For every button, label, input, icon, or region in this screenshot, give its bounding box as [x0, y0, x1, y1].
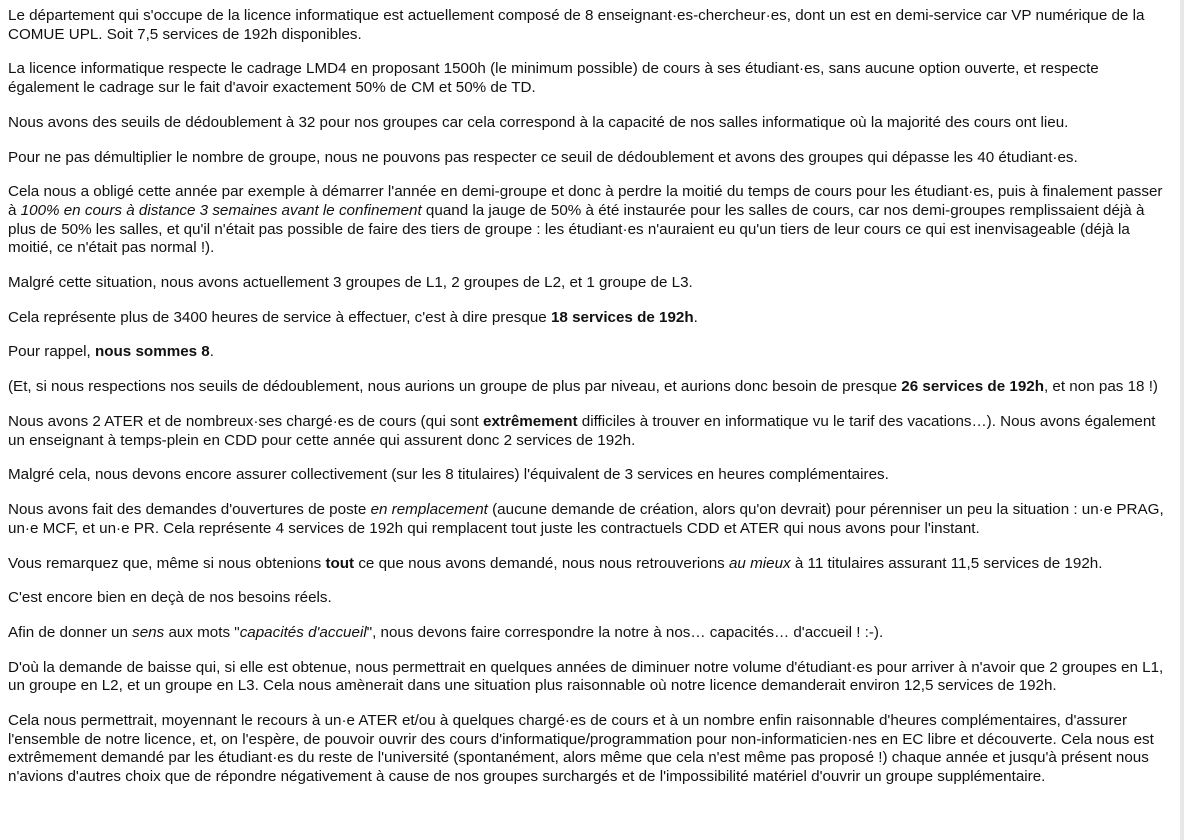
document-body	[8, 0, 1172, 803]
text-run: (aucune demande de création, alors qu'on devrait) pour pérenniser un peu la situation : un·e PRAG, un·e MCF, et un·e PR. Cela représente 4 services de 192h qui remplacent tout juste les contractuels CDD et ATER qui nous avons pour l'instant.	[8, 501, 1164, 537]
text-run: Malgré cette situation, nous avons actuellement 3 groupes de L1, 2 groupes de L2, et 1 groupe de L3.	[8, 273, 693, 291]
paragraph-5	[8, 183, 1172, 257]
text-run: à 11 titulaires assurant 11,5 services de 192h.	[790, 554, 1103, 572]
paragraph-8	[8, 343, 1172, 362]
text-run: Cela représente plus de 3400 heures de service à effectuer, c'est à dire presque	[8, 308, 551, 326]
text-run: ce que nous avons demandé, nous nous retrouverions	[354, 554, 729, 572]
text-run: aux mots "	[164, 624, 240, 642]
text-run: Malgré cela, nous devons encore assurer collectivement (sur les 8 titulaires) l'équivalent de 3 services en heures complémentaires.	[8, 466, 889, 484]
text-run: Vous remarquez que, même si nous obtenions	[8, 554, 326, 572]
text-run: Cela nous a obligé cette année par exemple à démarrer l'année en demi-groupe et donc à perdre la moitié du temps de cours pour les étudiant·es, puis à finalement passer à	[8, 183, 1163, 219]
text-run: .	[693, 308, 698, 326]
paragraph-15	[8, 624, 1172, 643]
paragraph-12	[8, 501, 1172, 538]
text-run: .	[209, 343, 214, 361]
strong-text: extrêmement	[483, 413, 578, 430]
text-run: Cela nous permettrait, moyennant le recours à un·e ATER et/ou à quelques chargé·es de cours et à un nombre enfin raisonnable d'heures complémentaires, d'assurer l'ensemble de notre licence, et, on l'espère, de pouvoir ouvrir des cours d'informatique/programmation pour non-informaticien·nes en EC libre et découverte. Cela nous est extrêmement demandé par les étudiant·es du reste de l'université (spontanément, alors même que cela n'est même pas proposé !) chaque année et jusqu'à présent nous n'avions d'autres choix que de répondre négativement à cause de nos groupes surchargés et de l'impossibilité matériel d'ouvrir un groupe supplémentaire.	[8, 712, 1154, 786]
paragraph-17	[8, 712, 1172, 786]
text-run: D'où la demande de baisse qui, si elle est obtenue, nous permettrait en quelques années de diminuer notre volume d'étudiant·es pour arriver à n'avoir que 2 groupes en L1, un groupe en L2, et un groupe en L3. Cela nous amènerait dans une situation plus raisonnable où notre licence demanderait environ 12,5 services de 192h.	[8, 658, 1164, 695]
paragraph-7	[8, 309, 1172, 328]
text-run: difficiles à trouver en informatique vu le tarif des vacations…). Nous avons également un enseignant à temps-plein en CDD pour cette année qui assurent donc 2 services de 192h.	[8, 413, 1156, 449]
text-run: (Et, si nous respections nos seuils de dédoublement, nous aurions un groupe de plus par niveau, et aurions donc besoin de presque	[8, 378, 902, 396]
text-run: Afin de donner un	[8, 624, 133, 642]
strong-text: nous sommes 8	[94, 343, 210, 361]
strong-text: tout	[325, 554, 355, 572]
strong-text: 18 services de 192h	[550, 308, 694, 326]
emphasis-text: au mieux	[728, 554, 791, 572]
emphasis-text: en remplacement	[370, 501, 488, 519]
text-run: quand la jauge de 50% à été instaurée pour les salles de cours, car nos demi-groupes remplissaient déjà à plus de 50% les salles, et qu'il n'était pas possible de faire des tiers de groupe : les étudiant·es n'auraient eu qu'un tiers de leur cours ce qui est inenvisageable (déjà la moitié, ce n'était pas normal !).	[8, 201, 1145, 257]
text-run: ", nous devons faire correspondre la notre à nos… capacités… d'accueil ! :-).	[366, 624, 884, 642]
vertical-scrollbar[interactable]	[1180, 0, 1184, 840]
paragraph-1	[8, 7, 1172, 44]
paragraph-14	[8, 589, 1172, 608]
text-run: La licence informatique respecte le cadrage LMD4 en proposant 1500h (le minimum possible) de cours à ses étudiant·es, sans aucune option ouverte, et respecte également le cadrage sur le fait d'avoir exactement 50% de CM et 50% de TD.	[8, 60, 1099, 96]
emphasis-text: 100% en cours à distance 3 semaines avant le confinement	[20, 201, 422, 219]
paragraph-2	[8, 60, 1172, 97]
emphasis-text: sens	[132, 624, 165, 642]
strong-text: 26 services de 192h	[901, 378, 1044, 396]
emphasis-text: capacités d'accueil	[239, 624, 367, 642]
paragraph-16	[8, 659, 1172, 696]
text-run: , et non pas 18 !)	[1043, 378, 1158, 396]
text-run: Le département qui s'occupe de la licence informatique est actuellement composé de 8 enseignant·es-chercheur·es, dont un est en demi-service car VP numérique de la COMUE UPL. Soit 7,5 services de 192h disponibles.	[8, 7, 1145, 43]
paragraph-11	[8, 466, 1172, 485]
paragraph-13	[8, 555, 1172, 574]
text-run: Pour ne pas démultiplier le nombre de groupe, nous ne pouvons pas respecter ce seuil de dédoublement et avons des groupes qui dépasse les 40 étudiant·es.	[8, 148, 1078, 166]
paragraph-3	[8, 114, 1172, 133]
text-run: Nous avons fait des demandes d'ouvertures de poste	[8, 501, 371, 519]
paragraph-10	[8, 413, 1172, 450]
text-run: Nous avons des seuils de dédoublement à 32 pour nos groupes car cela correspond à la capacité de nos salles informatique où la majorité des cours ont lieu.	[8, 113, 1069, 131]
text-run: Pour rappel,	[8, 343, 95, 361]
text-run: C'est encore bien en deçà de nos besoins réels.	[8, 589, 332, 607]
text-run: Nous avons 2 ATER et de nombreux·ses chargé·es de cours (qui sont	[8, 413, 483, 430]
paragraph-9	[8, 378, 1172, 397]
paragraph-6	[8, 274, 1172, 293]
paragraph-4	[8, 149, 1172, 168]
